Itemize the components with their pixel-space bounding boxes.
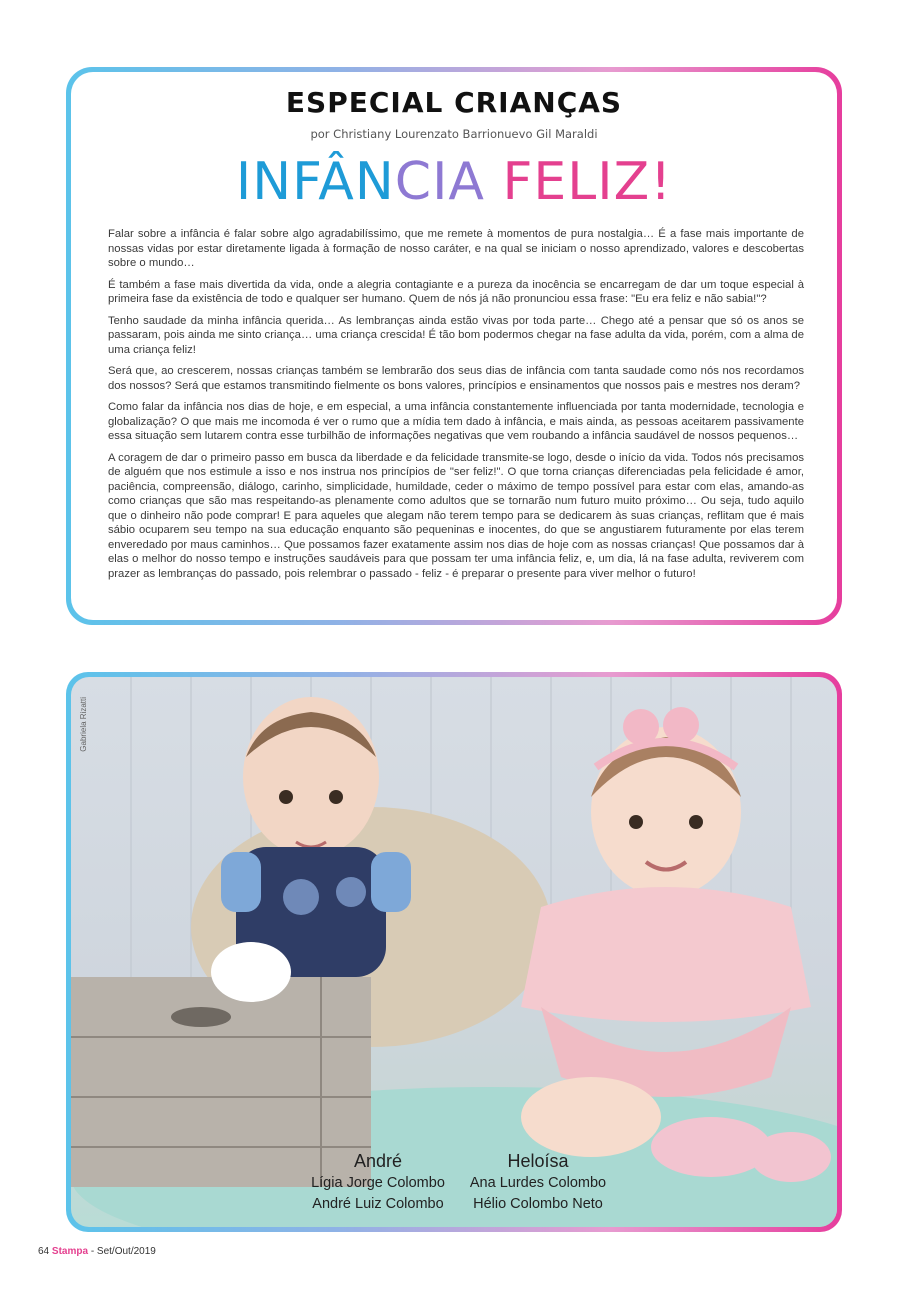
paragraph: A coragem de dar o primeiro passo em busca da liberdade e da felicidade transmite-se logo, desde o início da vida. Todos nós precisamos de alguém que nos estimule a isso e nos instrua nos princípios de "ser feliz!". O que torna crianças diferenciadas pela felicidade é amor, paciência, compreensão, diálogo, carinho, simplicidade, humildade, ceder o máximo de tempo possível para estar com elas, amando-as como crianças que são mas respeitando-as plenamente como adultos que se tornarão num futuro muito próximo… Ou seja, tudo aquilo que o dinheiro não pode comprar! E para aqueles que alegam não terem tempo para se dedicarem às suas crianças, reflitam que é mais sábio ocuparem seu tempo na sua educação enquanto são pequeninas e inocentes, do que se angustiarem futuramente por elas terem enveredado por maus caminhos… Que possamos fazer exatamente assim nos dias de hoje com as nossas crianças! Que possamos dar à elas o melhor do nosso tempo e instruções saudáveis para que possam ter uma infância feliz, e, um dia, lá na fase adulta, reviverem com prazer as lembranças do passado, pois relembrar o passado - feliz - é preparar o presente para viver melhor o futuro!: [108, 451, 804, 580]
boy-name: André: [353, 1151, 403, 1171]
girl-parent-2: Hélio Colombo Neto: [473, 1196, 603, 1212]
article-frame: [66, 67, 842, 625]
paragraph: Falar sobre a infância é falar sobre algo agradabilíssimo, que me remete à momentos de pura nostalgia… É a fase mais importante de nossas vidas por estar diretamente ligada à formação de nosso caráter, e na qual se iniciam o nosso aprendizado, valores e descobertas sobre o mundo…: [108, 228, 804, 269]
photo-frame: [66, 672, 842, 1232]
paragraph: Como falar da infância nos dias de hoje, e em especial, a uma infância constantemente influenciada por tanta modernidade, tecnologia e globalização? O que mais me incomoda é ver o rumo que a mídia tem dado à infância, e mais ainda, as pessoas aceitarem passivamente essa situação sem lutarem contra esse turbilhão de informações negativas que vem roubando a infância saudável de nossos pequenos…: [108, 401, 804, 442]
article-panel: [71, 72, 837, 620]
author-byline: por Christiany Lourenzato Barrionuevo Gil Maraldi: [310, 127, 598, 141]
section-kicker: ESPECIAL CRIANÇAS: [285, 86, 623, 119]
paragraph: É também a fase mais divertida da vida, onde a alegria contagiante e a pureza da inocência se encarregam de dar um toque especial à primeira fase da existência de todo e qualquer ser humano. Quem de nós já não pronunciou essa frase: "Eu era feliz e não sabia!"?: [108, 278, 804, 305]
paragraph: Será que, ao crescerem, nossas crianças também se lembrarão dos seus dias de infância com tanta saudade como nós nos recordamos dos nossos? Será que estamos transmitindo fielmente os bons valores, princípios e ensinamentos que nossos pais e mestres nos deram?: [108, 365, 804, 392]
boy-parent-2: André Luiz Colombo: [312, 1196, 444, 1212]
photo-illustration: [71, 677, 837, 1227]
caption-girl: [463, 1149, 613, 1215]
children-photo: [71, 677, 837, 1227]
headline-part-2: CIA: [394, 152, 485, 212]
page-footer: [38, 1246, 156, 1257]
article-body: [108, 227, 804, 588]
photo-credit: Gabriela Rizatti: [79, 697, 88, 752]
boy-parent-1: Lígia Jorge Colombo: [311, 1175, 445, 1191]
caption-boy: [303, 1149, 453, 1215]
paragraph: Tenho saudade da minha infância querida… As lembranças ainda estão vivas por toda parte… Chego até a pensar que só os anos se passaram, pois ainda me sinto criança… uma criança crescida! É tão bom podermos chegar na fase adulta da vida, porém, com a alma de uma criança feliz!: [108, 314, 804, 356]
page-number: 64: [38, 1246, 50, 1257]
headline-part-3: FELIZ!: [484, 152, 673, 212]
brand-name: Stampa: [51, 1246, 89, 1257]
article-headline: [71, 152, 837, 212]
headline-part-1: INFÂN: [235, 152, 395, 212]
issue-date: - Set/Out/2019: [90, 1246, 156, 1257]
girl-parent-1: Ana Lurdes Colombo: [469, 1175, 607, 1191]
girl-name: Heloísa: [507, 1151, 569, 1171]
